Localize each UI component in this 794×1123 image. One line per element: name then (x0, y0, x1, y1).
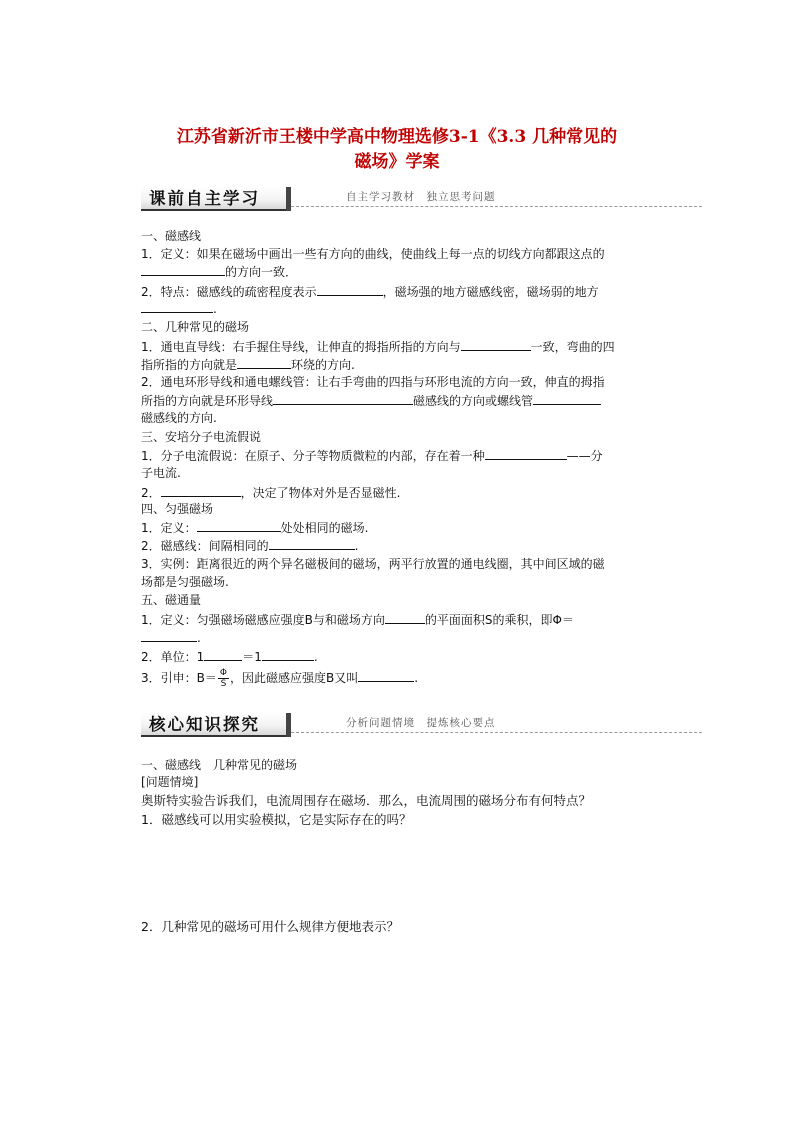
section-banner-preview (141, 187, 702, 211)
banner-subtitle: 自主学习教材 独立思考问题 (346, 191, 496, 203)
text-line: 1．定义：匀强磁场磁感应强度B与和磁场方向 的平面面积S的乘积，即Φ＝ (141, 610, 574, 629)
fill-blank (461, 337, 531, 351)
section-heading: 一、磁感线 几种常见的磁场 (141, 758, 298, 772)
text-line: 3．实例：距离很近的两个异名磁极间的磁场，两平行放置的通电线圈，其中间区域的磁 (141, 557, 605, 571)
fill-blank (204, 647, 242, 661)
section-heading: 一、磁感线 (141, 229, 202, 243)
text-line: 1．定义： 处处相同的磁场. (141, 518, 368, 537)
banner-label: 核心知识探究 (141, 713, 289, 737)
fill-blank (141, 299, 213, 313)
fill-blank (141, 628, 197, 642)
banner-subtitle: 分析问题情境 提炼核心要点 (346, 717, 496, 729)
fill-blank (197, 518, 281, 532)
text-line: 1．通电直导线：右手握住导线，让伸直的拇指所指的方向与 一致，弯曲的四 (141, 337, 615, 356)
fill-blank (533, 391, 601, 405)
fill-blank (237, 355, 291, 369)
banner-divider (291, 206, 702, 207)
fill-blank (273, 391, 413, 405)
fill-blank (358, 668, 414, 682)
text-line: 2．特点：磁感线的疏密程度表示 ，磁场强的地方磁感线密，磁场弱的地方 (141, 282, 599, 301)
text-line: 1．分子电流假说：在原子、分子等物质微粒的内部，存在着一种 ——分 (141, 446, 603, 465)
text-line: 3．引申：B＝ $\frac{\Phi}{S}$ ，因此磁感应强度B又叫 . (141, 668, 419, 689)
section-heading: 三、安培分子电流假说 (141, 430, 262, 444)
section-heading: 四、匀强磁场 (141, 502, 214, 516)
section-heading: 五、磁通量 (141, 593, 202, 607)
fill-blank (262, 647, 314, 661)
fill-blank (141, 262, 225, 276)
problem-tag: [问题情境] (141, 775, 199, 789)
text-line: 2．单位：1 ＝1 . (141, 647, 318, 666)
text-line: 指所指的方向就是 环绕的方向. (141, 355, 355, 374)
fraction-phi-over-s: $\frac{\Phi}{S}$ (219, 668, 227, 689)
text-line: . (141, 628, 201, 647)
text-line: 场都是匀强磁场. (141, 575, 229, 589)
fill-blank (317, 282, 383, 296)
fill-blank (385, 610, 425, 624)
text-line: 所指的方向就是环形导线 磁感线的方向或螺线管 (141, 391, 601, 410)
fill-blank (161, 483, 241, 497)
text-line: 子电流. (141, 466, 181, 480)
text-line: 1．定义：如果在磁场中画出一些有方向的曲线，使曲线上每一点的切线方向都跟这点的 (141, 247, 605, 261)
fill-blank (269, 536, 355, 550)
banner-label: 课前自主学习 (141, 187, 289, 211)
question-1: 1．磁感线可以用实验模拟，它是实际存在的吗？ (141, 812, 412, 827)
banner-marker (286, 187, 291, 211)
banner-marker (286, 713, 291, 737)
document-title-line2: 磁场》学案 (354, 152, 440, 172)
banner-divider (291, 732, 702, 733)
text-line: 的方向一致． (141, 262, 297, 281)
text-line: 2． ，决定了物体对外是否显磁性. (141, 483, 400, 502)
document-title-line1: 江苏省新沂市王楼中学高中物理选修3-1《3.3 几种常见的 (176, 127, 618, 147)
text-line: 2．通电环形导线和通电螺线管：让右手弯曲的四指与环形电流的方向一致，伸直的拇指 (141, 375, 605, 389)
text-line: 奥斯特实验告诉我们，电流周围存在磁场．那么，电流周围的磁场分布有何特点？ (141, 793, 592, 808)
fill-blank (485, 446, 567, 460)
question-2: 2．几种常见的磁场可用什么规律方便地表示？ (141, 919, 399, 934)
text-line: 磁感线的方向. (141, 411, 217, 425)
text-line: . (141, 299, 217, 318)
text-line: 2．磁感线：间隔相同的 . (141, 536, 358, 555)
section-banner-core (141, 713, 702, 737)
section-heading: 二、几种常见的磁场 (141, 320, 250, 334)
